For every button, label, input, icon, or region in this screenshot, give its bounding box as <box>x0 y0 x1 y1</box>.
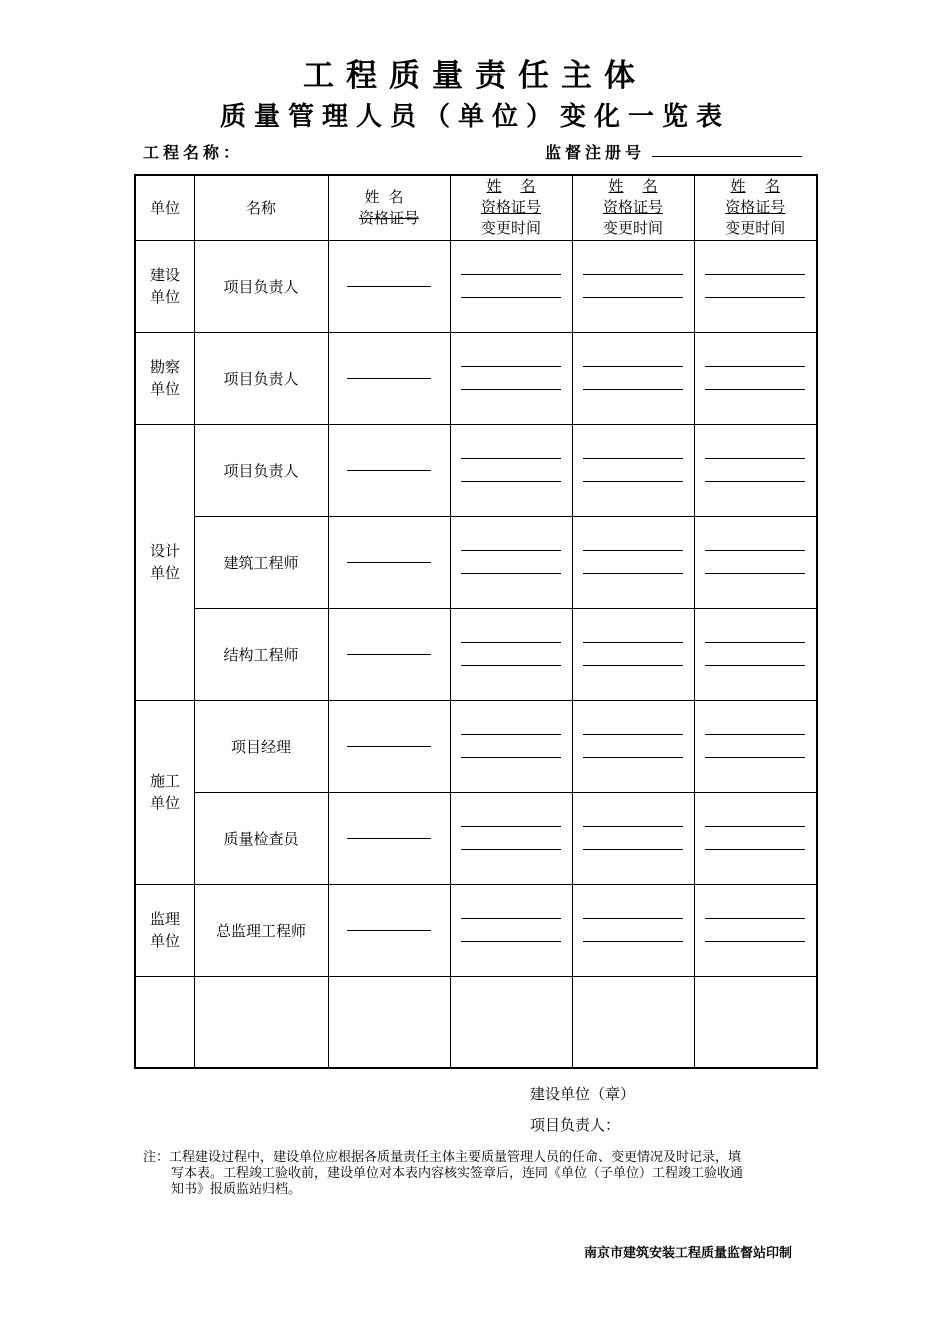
blank-line <box>583 389 683 390</box>
change-entry-field[interactable] <box>450 240 572 332</box>
blank-line <box>705 734 805 735</box>
personnel-change-table <box>134 174 818 1069</box>
blank-line <box>347 378 431 379</box>
blank-line <box>583 757 683 758</box>
header-cert: 资格证号 <box>725 198 786 217</box>
header-name-right: 名 <box>764 177 780 196</box>
table-row <box>135 792 817 884</box>
change-entry-field[interactable] <box>694 700 817 792</box>
change-entry-field[interactable] <box>572 884 694 976</box>
footnote-line1: 注：工程建设过程中，建设单位应根据各质量责任主体主要质量管理人员的任命、变更情况及时记录，填 <box>143 1150 742 1165</box>
blank-line <box>705 481 805 482</box>
empty-cell[interactable] <box>572 976 694 1068</box>
table-row <box>135 700 817 792</box>
blank-line <box>461 458 561 459</box>
unit-label: 单位 <box>150 932 181 950</box>
role-cell: 项目负责人 <box>194 240 328 332</box>
header-cert: 资格证号 <box>602 198 663 217</box>
blank-line <box>583 297 683 298</box>
change-entry-field[interactable] <box>450 792 572 884</box>
unit-label: 单位 <box>150 794 181 812</box>
change-entry-field[interactable] <box>572 424 694 516</box>
blank-line <box>461 849 561 850</box>
blank-line <box>461 826 561 827</box>
role-cell: 建筑工程师 <box>194 516 328 608</box>
blank-line <box>461 274 561 275</box>
unit-cell <box>135 332 194 424</box>
blank-line <box>705 642 805 643</box>
blank-line <box>461 297 561 298</box>
change-entry-field[interactable] <box>694 240 817 332</box>
change-entry-field[interactable] <box>572 608 694 700</box>
change-entry-field[interactable] <box>694 884 817 976</box>
header-name-right: 名 <box>388 187 404 206</box>
original-person-field[interactable] <box>328 608 450 700</box>
change-entry-field[interactable] <box>572 240 694 332</box>
unit-cell <box>135 700 194 884</box>
form-subtitle: 质量管理人员（单位）变化一览表 <box>219 102 730 132</box>
blank-line <box>705 389 805 390</box>
blank-line <box>705 573 805 574</box>
blank-line <box>461 642 561 643</box>
unit-label: 建设 <box>150 266 181 284</box>
header-change-2 <box>572 175 694 240</box>
role-cell: 项目负责人 <box>194 332 328 424</box>
header-name-left: 姓 <box>730 177 746 196</box>
blank-line <box>583 642 683 643</box>
blank-line <box>461 757 561 758</box>
blank-line <box>583 366 683 367</box>
blank-line <box>705 366 805 367</box>
blank-line <box>347 470 431 471</box>
blank-line <box>705 918 805 919</box>
unit-label: 单位 <box>150 288 181 306</box>
change-entry-field[interactable] <box>694 424 817 516</box>
unit-cell <box>135 424 194 700</box>
blank-line <box>347 746 431 747</box>
table-header-row <box>135 175 817 240</box>
blank-line <box>705 941 805 942</box>
change-entry-field[interactable] <box>572 792 694 884</box>
change-entry-field[interactable] <box>450 516 572 608</box>
change-entry-field[interactable] <box>450 884 572 976</box>
table-row <box>135 884 817 976</box>
blank-line <box>705 826 805 827</box>
empty-cell[interactable] <box>450 976 572 1068</box>
header-cert: 资格证号 <box>358 208 419 227</box>
blank-line <box>583 573 683 574</box>
original-person-field[interactable] <box>328 332 450 424</box>
change-entry-field[interactable] <box>694 332 817 424</box>
blank-line <box>705 458 805 459</box>
header-original-person <box>328 175 450 240</box>
table-row <box>135 608 817 700</box>
blank-line <box>461 918 561 919</box>
table-row <box>135 424 817 516</box>
blank-line <box>347 562 431 563</box>
header-name-left: 姓 <box>364 187 380 206</box>
blank-line <box>347 838 431 839</box>
role-cell: 结构工程师 <box>194 608 328 700</box>
header-change-time: 变更时间 <box>725 219 786 238</box>
header-unit: 单位 <box>135 175 194 240</box>
change-entry-field[interactable] <box>694 516 817 608</box>
original-person-field[interactable] <box>328 792 450 884</box>
unit-label: 设计 <box>150 542 181 560</box>
blank-line <box>461 366 561 367</box>
change-entry-field[interactable] <box>694 608 817 700</box>
blank-line <box>583 550 683 551</box>
construction-unit-seal-label: 建设单位（章） <box>530 1085 636 1103</box>
original-person-field[interactable] <box>328 700 450 792</box>
table-row-empty <box>135 976 817 1068</box>
role-cell: 总监理工程师 <box>194 884 328 976</box>
table-row <box>135 332 817 424</box>
blank-line <box>583 734 683 735</box>
table-row <box>135 240 817 332</box>
header-change-time: 变更时间 <box>480 219 541 238</box>
blank-line <box>461 573 561 574</box>
original-person-field[interactable] <box>328 240 450 332</box>
header-name-right: 名 <box>642 177 658 196</box>
header-change-1 <box>450 175 572 240</box>
unit-label: 单位 <box>150 564 181 582</box>
unit-label: 监理 <box>150 910 181 928</box>
change-entry-field[interactable] <box>572 700 694 792</box>
printer-credit: 南京市建筑安装工程质量监督站印制 <box>583 1246 792 1261</box>
header-cert: 资格证号 <box>480 198 541 217</box>
registration-number-label: 监督注册号 <box>545 143 646 162</box>
form-title: 工程质量责任主体 <box>303 58 647 94</box>
role-cell: 项目经理 <box>194 700 328 792</box>
header-name-right: 名 <box>520 177 536 196</box>
blank-line <box>461 941 561 942</box>
change-entry-field[interactable] <box>450 700 572 792</box>
blank-line <box>583 458 683 459</box>
blank-line <box>347 654 431 655</box>
footnote-line3: 知书》报质监站归档。 <box>171 1182 302 1197</box>
header-change-3 <box>694 175 817 240</box>
change-entry-field[interactable] <box>572 516 694 608</box>
footnote <box>143 1150 803 1198</box>
blank-line <box>461 389 561 390</box>
unit-label: 施工 <box>150 772 181 790</box>
blank-line <box>461 550 561 551</box>
blank-line <box>461 665 561 666</box>
header-change-time: 变更时间 <box>602 219 663 238</box>
blank-line <box>461 734 561 735</box>
blank-line <box>583 481 683 482</box>
header-name: 名称 <box>194 175 328 240</box>
unit-cell <box>135 240 194 332</box>
role-cell: 质量检查员 <box>194 792 328 884</box>
empty-cell[interactable] <box>135 976 194 1068</box>
change-entry-field[interactable] <box>450 424 572 516</box>
blank-line <box>583 941 683 942</box>
change-entry-field[interactable] <box>450 608 572 700</box>
original-person-field[interactable] <box>328 884 450 976</box>
blank-line <box>347 930 431 931</box>
footnote-line2: 写本表。工程竣工验收前，建设单位对本表内容核实签章后，连同《单位（子单位）工程竣工验收通 <box>171 1166 744 1181</box>
project-name-label: 工程名称： <box>143 143 244 162</box>
blank-line <box>583 918 683 919</box>
role-cell: 项目负责人 <box>194 424 328 516</box>
blank-line <box>705 849 805 850</box>
header-name-left: 姓 <box>608 177 624 196</box>
empty-cell[interactable] <box>694 976 817 1068</box>
unit-cell <box>135 884 194 976</box>
empty-cell[interactable] <box>328 976 450 1068</box>
blank-line <box>705 297 805 298</box>
blank-line <box>705 550 805 551</box>
blank-line <box>583 849 683 850</box>
blank-line <box>705 757 805 758</box>
change-entry-field[interactable] <box>694 792 817 884</box>
original-person-field[interactable] <box>328 516 450 608</box>
blank-line <box>705 274 805 275</box>
unit-label: 勘察 <box>150 358 181 376</box>
original-person-field[interactable] <box>328 424 450 516</box>
unit-label: 单位 <box>150 380 181 398</box>
blank-line <box>583 665 683 666</box>
blank-line <box>705 665 805 666</box>
table-row <box>135 516 817 608</box>
empty-cell[interactable] <box>194 976 328 1068</box>
blank-line <box>583 826 683 827</box>
registration-number-field[interactable] <box>652 156 802 157</box>
blank-line <box>347 286 431 287</box>
blank-line <box>583 274 683 275</box>
change-entry-field[interactable] <box>572 332 694 424</box>
change-entry-field[interactable] <box>450 332 572 424</box>
header-name-left: 姓 <box>486 177 502 196</box>
blank-line <box>461 481 561 482</box>
project-leader-signature-label: 项目负责人： <box>530 1116 621 1134</box>
